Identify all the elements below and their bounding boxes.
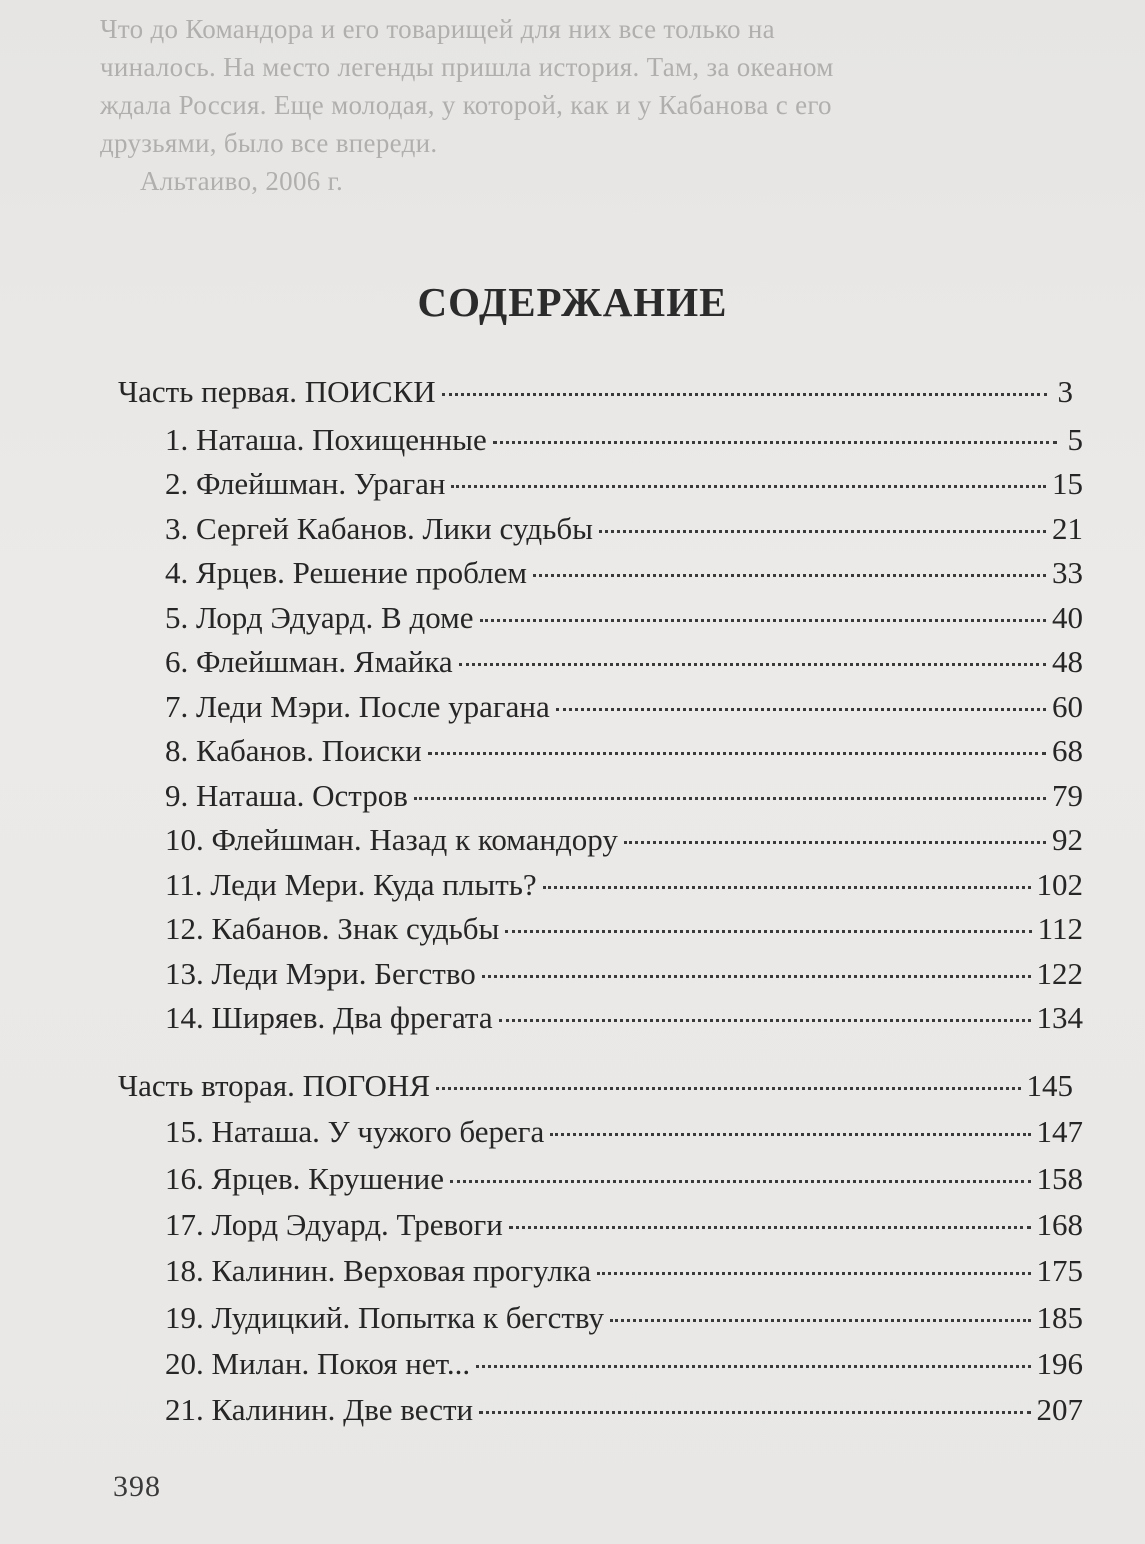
bleed-line: друзьями, было все впереди. [100, 128, 438, 158]
toc-page-number: 15 [1052, 466, 1083, 501]
toc-page-number: 196 [1036, 1346, 1083, 1381]
toc-page-number: 145 [1026, 1068, 1073, 1103]
toc-chapter-15[interactable] [165, 1112, 1083, 1152]
toc-chapter-title: 20. Милан. Покоя нет... [165, 1346, 471, 1381]
toc-chapter-title: 1. Наташа. Похищенные [165, 422, 487, 457]
toc-page-number: 147 [1036, 1114, 1083, 1149]
toc-part-title: Часть вторая. ПОГОНЯ [118, 1068, 430, 1103]
toc-chapter-title: 10. Флейшман. Назад к командору [165, 822, 618, 857]
toc-page-number: 3 [1057, 374, 1073, 409]
toc-page-number: 175 [1036, 1253, 1083, 1288]
toc-chapter-12[interactable] [165, 909, 1083, 949]
toc-chapter-title: 12. Кабанов. Знак судьбы [165, 911, 500, 946]
dot-leader [624, 841, 1046, 844]
dot-leader [543, 886, 1031, 889]
toc-chapter-18[interactable] [165, 1251, 1083, 1291]
bleed-date: Альтаиво, 2006 г. [140, 166, 344, 196]
toc-chapter-10[interactable] [165, 820, 1083, 860]
dot-leader [505, 930, 1031, 933]
toc-chapter-title: 6. Флейшман. Ямайка [165, 644, 453, 679]
toc-chapter-title: 2. Флейшман. Ураган [165, 466, 446, 501]
toc-chapter-title: 19. Лудицкий. Попытка к бегству [165, 1300, 604, 1335]
toc-chapter-21[interactable] [165, 1390, 1083, 1430]
dot-leader [451, 485, 1046, 488]
toc-chapter-1[interactable] [165, 420, 1083, 460]
toc-page-number: 60 [1052, 689, 1083, 724]
toc-chapter-17[interactable] [165, 1205, 1083, 1245]
toc-page-number: 92 [1052, 822, 1083, 857]
toc-page-number: 33 [1052, 555, 1083, 590]
toc-chapter-9[interactable] [165, 776, 1083, 816]
toc-chapter-title: 17. Лорд Эдуард. Тревоги [165, 1207, 503, 1242]
dot-leader [597, 1272, 1030, 1275]
toc-chapter-title: 21. Калинин. Две вести [165, 1392, 474, 1427]
dot-leader [480, 619, 1046, 622]
toc-page-number: 68 [1052, 733, 1083, 768]
toc-chapter-title: 8. Кабанов. Поиски [165, 733, 422, 768]
toc-chapter-title: 13. Леди Мэри. Бегство [165, 956, 476, 991]
toc-chapter-title: 9. Наташа. Остров [165, 778, 408, 813]
dot-leader [476, 1365, 1030, 1368]
dot-leader [436, 1087, 1021, 1090]
toc-chapter-6[interactable] [165, 642, 1083, 682]
toc-page-number: 40 [1052, 600, 1083, 635]
toc-page-number: 207 [1036, 1392, 1083, 1427]
toc-chapter-title: 16. Ярцев. Крушение [165, 1161, 444, 1196]
toc-chapter-4[interactable] [165, 553, 1083, 593]
dot-leader [459, 663, 1046, 666]
toc-chapter-20[interactable] [165, 1344, 1083, 1384]
toc-chapter-8[interactable] [165, 731, 1083, 771]
toc-part-2[interactable] [118, 1066, 1073, 1106]
toc-page-number: 112 [1037, 911, 1083, 946]
bleed-line: чиналось. На место легенды пришла история. Там, за океаном [100, 52, 834, 82]
dot-leader [450, 1180, 1031, 1183]
dot-leader [428, 752, 1046, 755]
contents-heading: СОДЕРЖАНИЕ [417, 279, 728, 325]
dot-leader [509, 1226, 1031, 1229]
toc-page-number: 21 [1052, 511, 1083, 546]
toc-page-number: 185 [1036, 1300, 1083, 1335]
toc-chapter-title: 3. Сергей Кабанов. Лики судьбы [165, 511, 593, 546]
toc-page-number: 168 [1036, 1207, 1083, 1242]
toc-page-number: 122 [1036, 956, 1083, 991]
toc-chapter-5[interactable] [165, 598, 1083, 638]
toc-chapter-title: 14. Ширяев. Два фрегата [165, 1000, 493, 1035]
dot-leader [482, 975, 1031, 978]
dot-leader [599, 530, 1046, 533]
toc-part-1[interactable] [118, 372, 1073, 412]
dot-leader [610, 1319, 1031, 1322]
toc-chapter-3[interactable] [165, 509, 1083, 549]
toc-page-number: 134 [1036, 1000, 1083, 1035]
dot-leader [556, 708, 1046, 711]
dot-leader [414, 797, 1046, 800]
toc-chapter-title: 4. Ярцев. Решение проблем [165, 555, 528, 590]
bleed-line: ждала Россия. Еще молодая, у которой, как и у Кабанова с его [100, 90, 832, 120]
toc-chapter-title: 11. Леди Мери. Куда плыть? [165, 867, 537, 902]
toc-chapter-11[interactable] [165, 865, 1083, 905]
bleed-line: Что до Командора и его товарищей для них все только на [100, 14, 775, 44]
toc-chapter-title: 15. Наташа. У чужого берега [165, 1114, 545, 1149]
toc-page-number: 48 [1052, 644, 1083, 679]
toc-chapter-2[interactable] [165, 464, 1083, 504]
dot-leader [533, 574, 1046, 577]
dot-leader [493, 441, 1057, 444]
toc-page-number: 5 [1067, 422, 1083, 457]
toc-page-number: 79 [1052, 778, 1083, 813]
toc-chapter-13[interactable] [165, 954, 1083, 994]
toc-chapter-title: 18. Калинин. Верховая прогулка [165, 1253, 592, 1288]
toc-chapter-16[interactable] [165, 1159, 1083, 1199]
dot-leader [550, 1133, 1030, 1136]
dot-leader [442, 393, 1047, 396]
toc-chapter-7[interactable] [165, 687, 1083, 727]
dot-leader [479, 1411, 1030, 1414]
toc-chapter-title: 5. Лорд Эдуард. В доме [165, 600, 474, 635]
dot-leader [499, 1019, 1031, 1022]
toc-page-number: 102 [1036, 867, 1083, 902]
toc-chapter-19[interactable] [165, 1298, 1083, 1338]
toc-page-number: 158 [1036, 1161, 1083, 1196]
toc-chapter-title: 7. Леди Мэри. После урагана [165, 689, 550, 724]
toc-part-title: Часть первая. ПОИСКИ [118, 374, 436, 409]
toc-chapter-14[interactable] [165, 998, 1083, 1038]
page-number: 398 [113, 1470, 161, 1503]
